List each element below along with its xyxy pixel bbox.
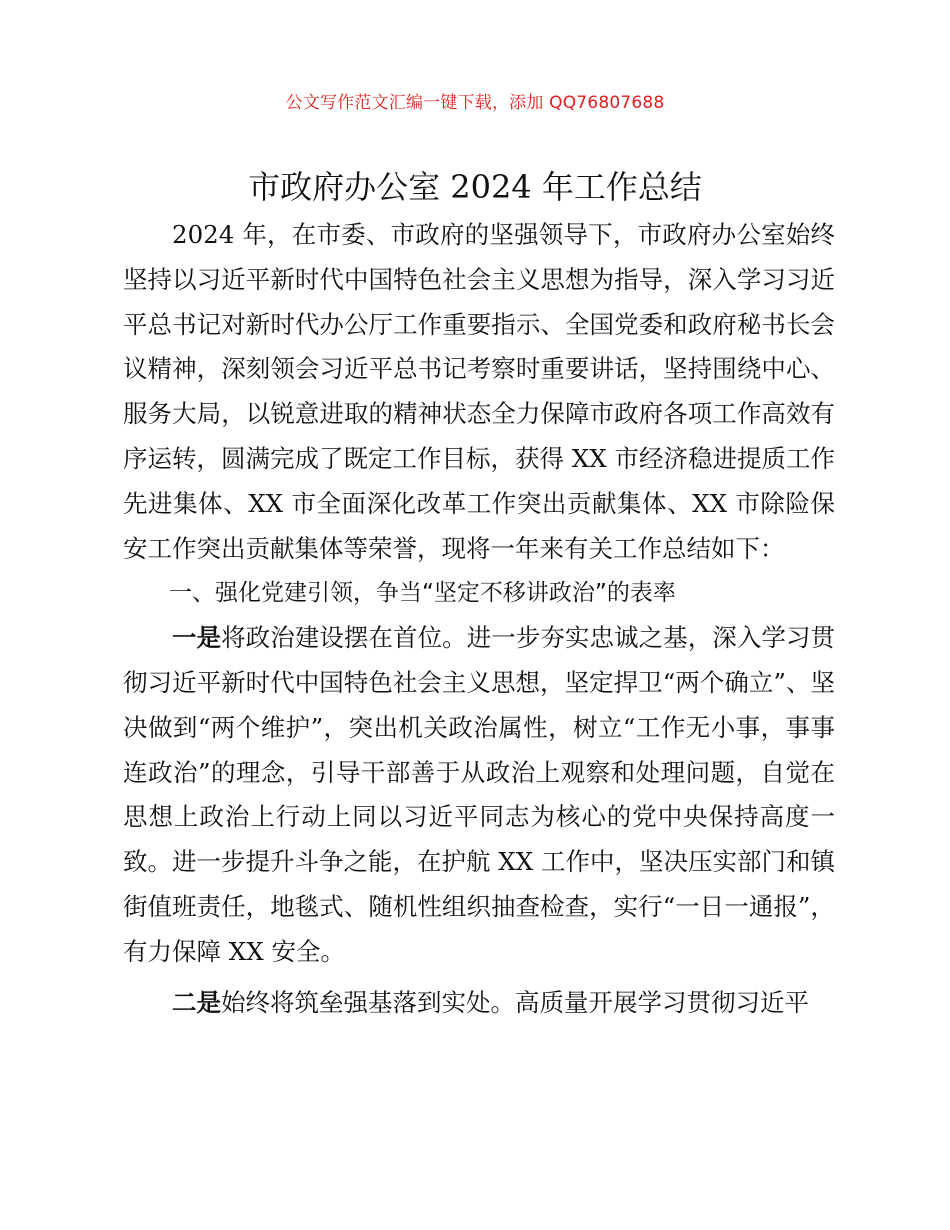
watermark-text: 公文写作范文汇编一键下载，添加 QQ76807688: [285, 93, 665, 113]
item-two-paragraph: [123, 981, 835, 1026]
item-two-lead: 二是: [172, 987, 221, 1017]
item-two-text: 始终将筑垒强基落到实处。高质量开展学习贯彻习近平: [221, 987, 809, 1017]
item-one-text: 将政治建设摆在首位。进一步夯实忠诚之基，深入学习贯彻习近平新时代中国特色社会主义思想，坚定捍卫“两个确立”、坚决做到“两个维护”，突出机关政治属性，树立“工作无小事，事事连政治”的理念，引导干部善于从政治上观察和处理问题，自觉在思想上政治上行动上同以习近平同志为核心的党中央保持高度一致。进一步提升斗争之能，在护航 XX 工作中，坚决压实部门和镇街值班责任，地毯式、随机性组织抽查检查，实行“一日一通报”，有力保障 XX 安全。: [123, 623, 836, 966]
page-title: 市政府办公室 2024 年工作总结: [248, 168, 702, 206]
item-one-paragraph: [123, 616, 835, 974]
item-one-lead: 一是: [172, 623, 222, 653]
intro-paragraph: 2024 年，在市委、市政府的坚强领导下，市政府办公室始终坚持以习近平新时代中国特色社会主义思想为指导，深入学习习近平总书记对新时代办公厅工作重要指示、全国党委和政府秘书长会议精神，深刻领会习近平总书记考察时重要讲话，坚持围绕中心、服务大局，以锐意进取的精神状态全力保障市政府各项工作高效有序运转，圆满完成了既定工作目标，获得 XX 市经济稳进提质工作先进集体、XX 市全面深化改革工作突出贡献集体、XX 市除险保安工作突出贡献集体等荣誉，现将一年来有关工作总结如下：: [123, 220, 835, 563]
section-heading: 一、强化党建引领，争当“坚定不移讲政治”的表率: [169, 580, 676, 607]
document-body: [123, 213, 835, 1025]
